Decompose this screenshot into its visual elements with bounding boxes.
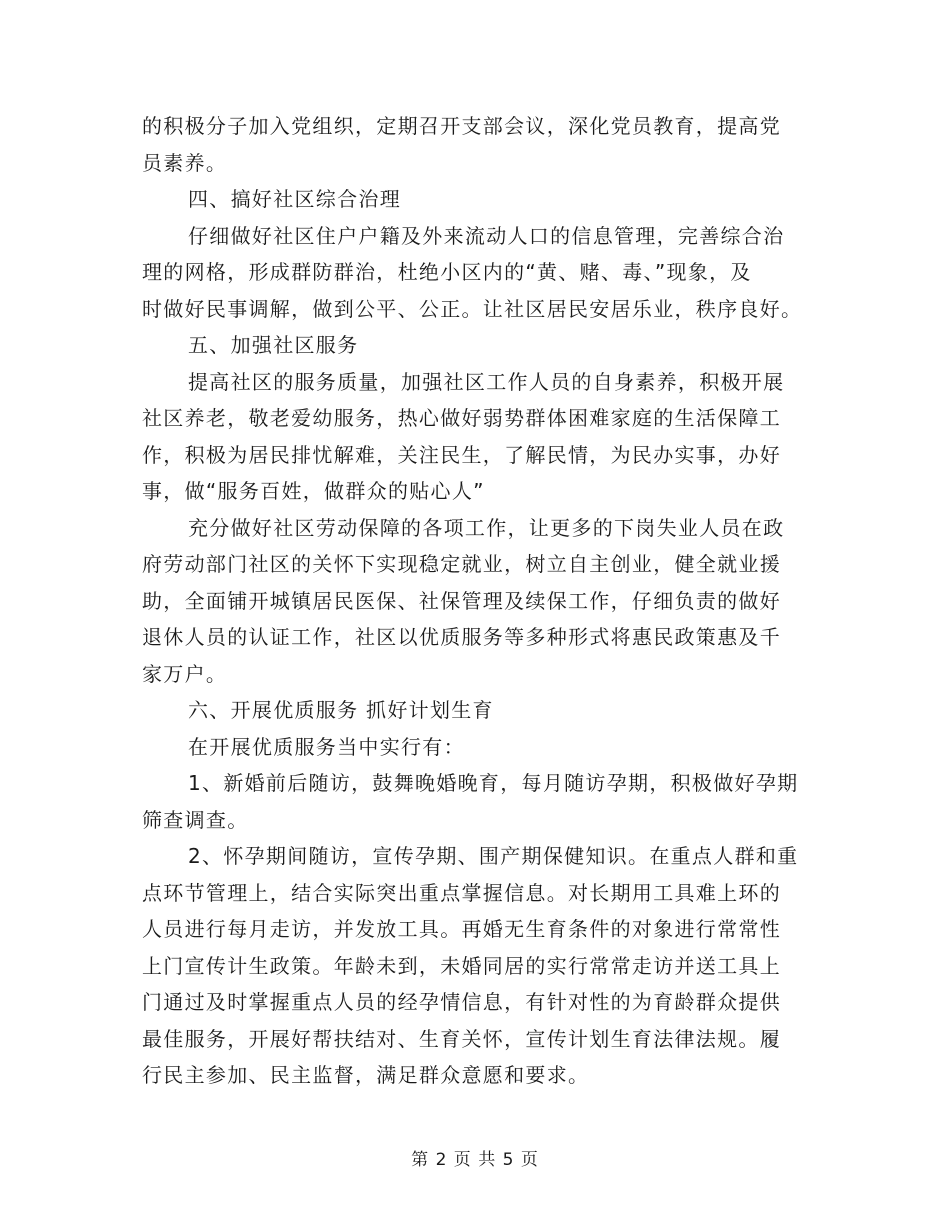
text-line: 门通过及时掌握重点人员的经孕情信息，有针对性的为育龄群众提供 [142, 990, 781, 1014]
text-line: 员素养。 [142, 150, 228, 175]
document-body [142, 108, 810, 1094]
text-line: 上门宣传计生政策。年龄未到，未婚同居的实行常常走访并送工具上 [142, 953, 781, 978]
text-line: 充分做好社区劳动保障的各项工作，让更多的下岗失业人员在政 [188, 515, 785, 540]
text-line: 社区养老，敬老爱幼服务，热心做好弱势群体困难家庭的生活保障工 [142, 406, 781, 430]
text-line: 府劳动部门社区的关怀下实现稳定就业，树立自主创业，健全就业援 [142, 552, 781, 576]
text-line: 点环节管理上，结合实际突出重点掌握信息。对长期用工具难上环的 [142, 880, 781, 905]
text-line: 的积极分子加入党组织，定期召开支部会议，深化党员教育，提高党 [142, 114, 781, 138]
text-line: 四、搞好社区综合治理 [188, 187, 401, 211]
page-footer: 第 2 页 共 5 页 [411, 1150, 539, 1170]
text-line: 助，全面铺开城镇居民医保、社保管理及续保工作，仔细负责的做好 [142, 588, 781, 613]
text-line: 理的网格，形成群防群治，杜绝小区内的“黄、赌、毒、”现象，及 [142, 260, 752, 284]
text-line: 提高社区的服务质量，加强社区工作人员的自身素养，积极开展 [188, 369, 785, 394]
text-line: 六、开展优质服务 抓好计划生育 [188, 698, 494, 722]
text-line: 作，积极为居民排忧解难，关注民生，了解民情，为民办实事，办好 [142, 442, 781, 467]
text-line: 1、新婚前后随访，鼓舞晚婚晚育，每月随访孕期，积极做好孕期 [188, 771, 799, 795]
text-line: 仔细做好社区住户户籍及外来流动人口的信息管理，完善综合治 [188, 223, 785, 248]
text-line: 在开展优质服务当中实行有： [188, 734, 465, 759]
text-line: 事，做“服务百姓，做群众的贴心人” [142, 479, 485, 503]
text-line: 时做好民事调解，做到公平、公正。让社区居民安居乐业，秩序良好。 [142, 296, 803, 321]
text-line: 2、怀孕期间随访，宣传孕期、围产期保健知识。在重点人群和重 [188, 844, 799, 868]
text-line: 五、加强社区服务 [188, 333, 359, 357]
text-line: 家万户。 [142, 661, 228, 686]
text-line: 最佳服务，开展好帮扶结对、生育关怀，宣传计划生育法律法规。履 [142, 1026, 781, 1051]
text-line: 筛查调查。 [142, 807, 249, 832]
text-line: 退休人员的认证工作，社区以优质服务等多种形式将惠民政策惠及千 [142, 625, 781, 649]
text-line: 人员进行每月走访，并发放工具。再婚无生育条件的对象进行常常性 [142, 917, 781, 941]
text-line: 行民主参加、民主监督，满足群众意愿和要求。 [142, 1063, 590, 1087]
